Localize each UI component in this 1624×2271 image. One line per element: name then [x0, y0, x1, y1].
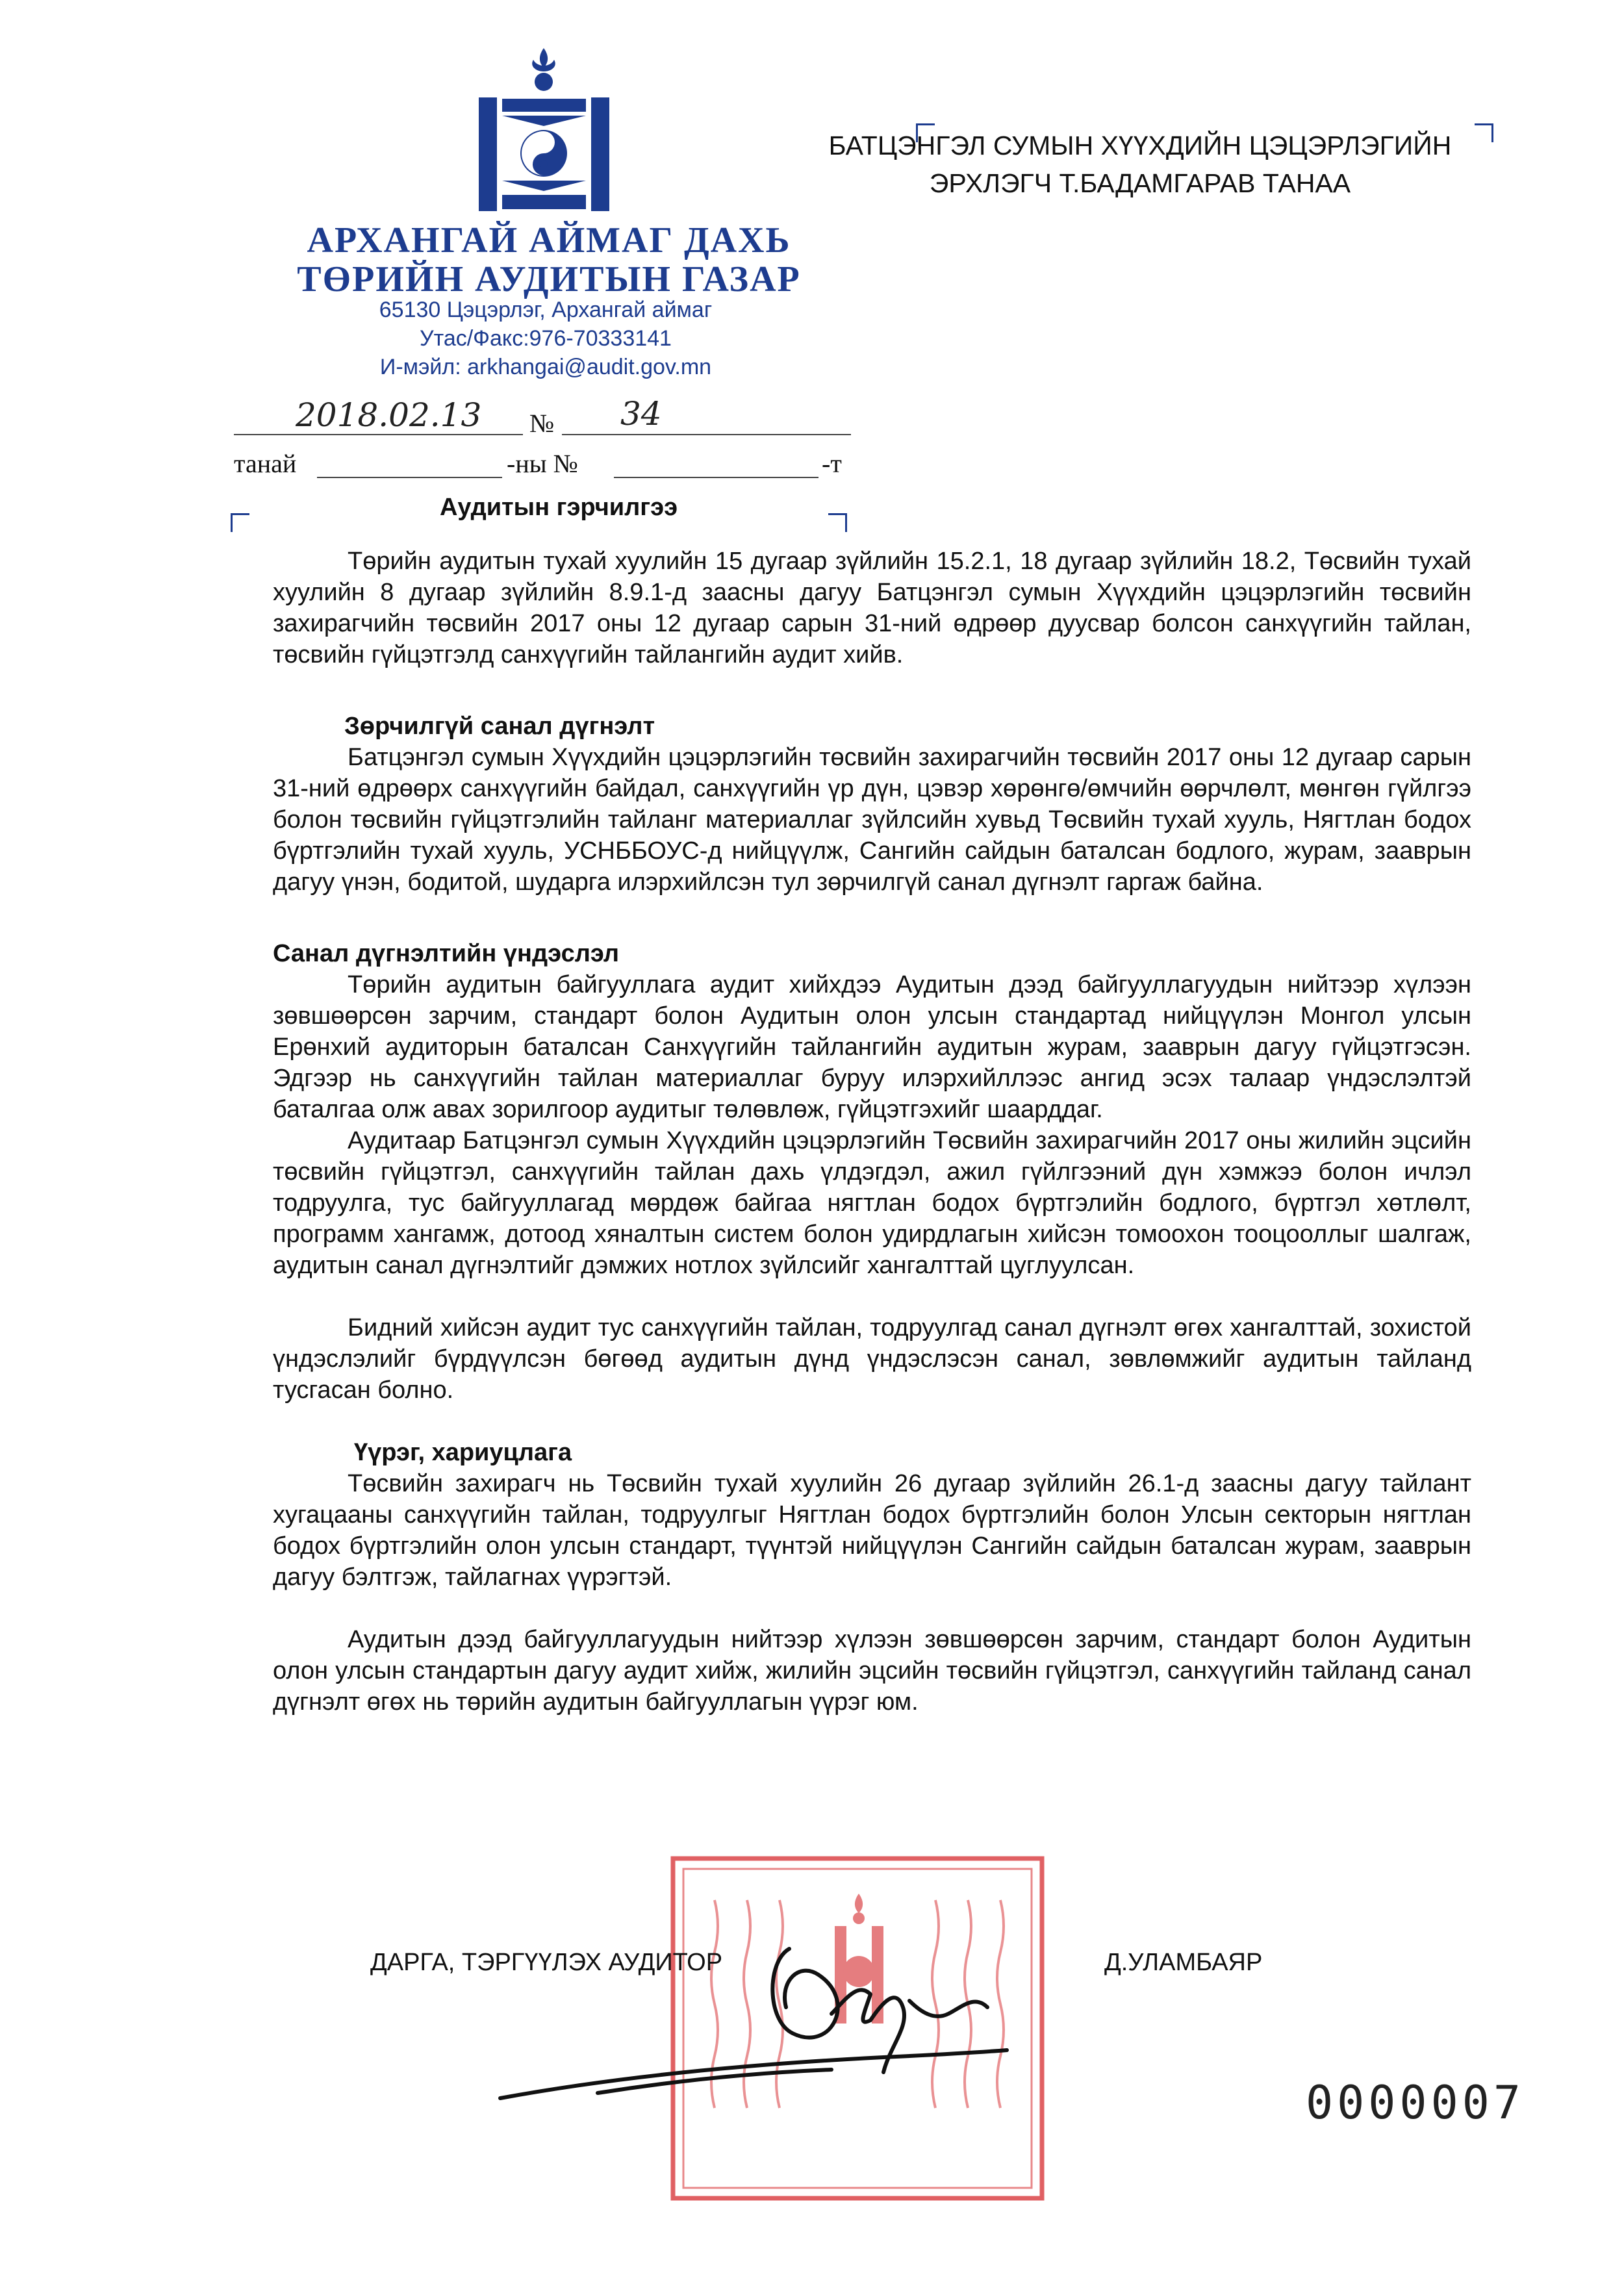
organization-name	[227, 221, 870, 299]
section3-paragraph1: Төсвийн захирагч нь Төсвийн тухай хуулийн 26 дугаар зүйлийн 26.1-д заасны дагуу тайлант хугацааны санхүүгийн тайлан, тодруулгыг Нягтлан бодох бүртгэлийн болон Улсын секторын нягтлан бодох бүртгэлийн олон улсын стандарт, түүнтэй нийцүүлэн Сангийн сайдын баталсан журам, зааврын дагуу бэлтгэж, тайлагнах үүрэгтэй.	[273, 1470, 1471, 1591]
org-name-line1: АРХАНГАЙ АЙМАГ ДАХЬ	[307, 220, 791, 260]
section3-heading: Үүрэг, хариуцлага	[354, 1439, 572, 1466]
date-underline	[234, 434, 523, 435]
yours-label: танай	[234, 449, 297, 478]
org-phone: Утас/Факс:976-70333141	[420, 326, 672, 351]
date-handwritten: 2018.02.13	[296, 396, 482, 434]
signatory-position: ДАРГА, ТЭРГҮҮЛЭХ АУДИТОР	[370, 1949, 723, 1976]
serial-number: 0000007	[1306, 2076, 1525, 2129]
org-email: И-мэйл: arkhangai@audit.gov.mn	[379, 355, 712, 379]
number-sign: №	[529, 409, 555, 438]
section1-paragraph: Батцэнгэл сумын Хүүхдийн цэцэрлэгийн төсвийн захирагчийн төсвийн 2017 оны 12 дугаар сарын 31-ний өдрөөрх санхүүгийн байдал, санхүүгийн үр дүн, цэвэр хөрөнгө/өмчийн өөрчлөлт, мөнгөн гүйлгээ болон төсвийн гүйцэтгэлийн тайланг материаллаг зүйлсийн хувьд Төсвийн тухай хууль, Нягтлан бодох бүртгэлийн тухай хууль, УСНББОУС-д нийцүүлж, Сангийн сайдын баталсан бодлого, журам, зааврын дагуу үнэн, бодитой, шударга илэрхийлсэн тул зөрчилгүй санал дүгнэлт гаргаж байна.	[273, 744, 1471, 896]
section3-paragraph2: Аудитын дээд байгууллагуудын нийтээр хүлээн зөвшөөрсөн зарчим, стандарт болон Аудитын олон улсын стандартын дагуу аудит хийж, жилийн эцсийн төсвийн гүйцэтгэл, санхүүгийн тайланд санал дүгнэлт өгөх нь төрийн аудитын байгууллагын үүрэг юм.	[273, 1626, 1471, 1716]
section2-paragraph3: Бидний хийсэн аудит тус санхүүгийн тайлан, тодруулгад санал дүгнэлт өгөх хангалттай, зохистой үндэслэлийг бүрдүүлсэн бөгөөд аудитын дүнд үндэслэсэн санал, зөвлөмжийг аудитын тайланд тусгасан болно.	[273, 1314, 1471, 1404]
number-underline	[562, 434, 851, 435]
handwritten-signature	[494, 1923, 1013, 2118]
section2-heading: Санал дүгнэлтийн үндэслэл	[273, 940, 620, 967]
yours-number-underline	[614, 477, 818, 478]
section2-paragraph1: Төрийн аудитын байгууллага аудит хийхдээ Аудитын дээд байгууллагуудын нийтээр хүлээн зөвшөөрсөн зарчим, стандарт болон Аудитын олон улсын стандартад нийцүүлэн Монгол улсын Ерөнхий аудиторын баталсан Санхүүгийн тайлангийн аудитын журам, зааврын дагуу гүйцэтгэсэн. Эдгээр нь санхүүгийн тайлан материаллаг буруу илэрхийллээс ангид эсэх талаар үндэслэлтэй баталгаа олж авах зорилгоор аудитыг төлөвлөж, гүйцэтгэхийг шаарддаг.	[273, 971, 1471, 1123]
soyombo-emblem-icon	[477, 45, 611, 214]
signatory-name: Д.УЛАМБАЯР	[1104, 1949, 1263, 1976]
organization-contact	[351, 296, 741, 381]
yours-date-underline	[317, 477, 502, 478]
number-handwritten: 34	[620, 395, 662, 433]
section1-heading: Зөрчилгүй санал дүгнэлт	[344, 713, 655, 740]
t-label: -т	[822, 449, 842, 478]
org-address: 65130 Цэцэрлэг, Архангай аймаг	[379, 298, 713, 322]
document-title: Аудитын гэрчилгээ	[439, 494, 678, 521]
addressee-line1: БАТЦЭНГЭЛ СУМЫН ХҮҮХДИЙН ЦЭЦЭРЛЭГИЙН	[828, 131, 1452, 160]
ny-label: -ны №	[507, 449, 578, 478]
intro-paragraph: Төрийн аудитын тухай хуулийн 15 дугаар зүйлийн 15.2.1, 18 дугаар зүйлийн 18.2, Төсвийн тухай хуулийн 8 дугаар зүйлийн 8.9.1-д заасны дагуу Батцэнгэл сумын Хүүхдийн цэцэрлэгийн төсвийн захирагчийн төсвийн 2017 оны 12 дугаар сарын 31-ний өдрөөр дуусвар болсон санхүүгийн тайлан, төсвийн гүйцэтгэлд санхүүгийн тайлангийн аудит хийв.	[273, 548, 1471, 668]
document-body	[273, 546, 1471, 1718]
section2-paragraph2: Аудитаар Батцэнгэл сумын Хүүхдийн цэцэрлэгийн Төсвийн захирагчийн 2017 оны жилийн эцсийн төсвийн гүйцэтгэл, санхүүгийн тайлан дахь үлдэгдэл, ажил гүйлгээний дүн хэмжээ болон ичлэл тодруулга, тус байгууллагад мөрдөж байгаа нягтлан бодох бүртгэлийн бодлого, бүртгэл хөтлөлт, программ хангамж, дотоод хяналтын систем болон удирдлагын хийсэн томоохон тооцооллыг шалгаж, аудитын санал дүгнэлтийг дэмжих нотлох зүйлсийг хангалттай цуглуулсан.	[273, 1127, 1471, 1279]
addressee-block	[786, 127, 1494, 202]
addressee-line2: ЭРХЛЭГЧ Т.БАДАМГАРАВ ТАНАА	[929, 168, 1351, 198]
org-name-line2: ТӨРИЙН АУДИТЫН ГАЗАР	[297, 259, 801, 299]
